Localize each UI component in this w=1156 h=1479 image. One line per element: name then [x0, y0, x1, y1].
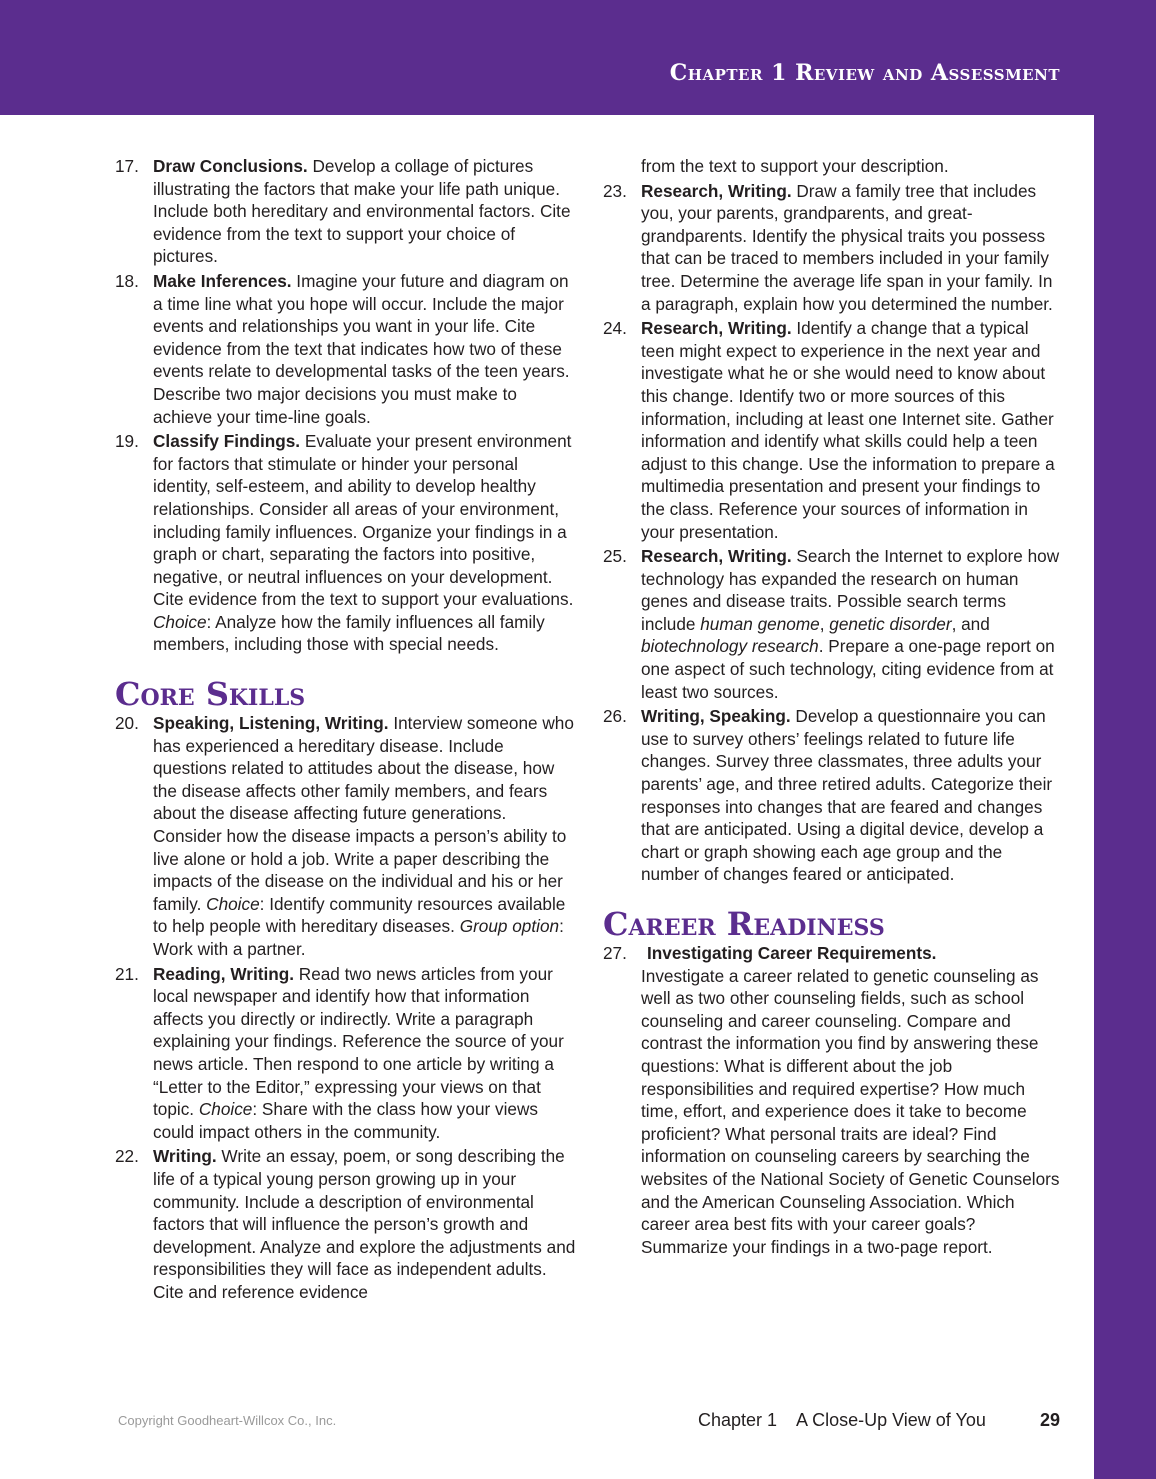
item-number: 18.	[115, 270, 139, 291]
question-22	[115, 1145, 577, 1303]
copyright-notice: Copyright Goodheart-Willcox Co., Inc.	[118, 1413, 337, 1428]
item-lead: Classify Findings.	[153, 431, 301, 452]
item-italic: Choice	[153, 611, 207, 632]
page-title: Chapter 1 Review and Assessment	[669, 60, 1060, 86]
item-text: : Identify community resources available to help people with hereditary diseases.	[153, 893, 566, 937]
section-title-career-readiness: Career Readiness	[603, 905, 885, 943]
item-number: 22.	[115, 1146, 139, 1167]
question-17	[115, 155, 577, 268]
footer-chapter-title: Chapter 1 A Close-Up View of You	[698, 1410, 986, 1430]
item-text: , and	[951, 613, 990, 634]
item-text: Interview someone who has experienced a hereditary disease. Include questions related to attitudes about the disease, how the disease affects other family members, and fears about the disease affecting future generations. Consider how the disease impacts a person’s ability to live alone or hold a job. Write a paper describing the impacts of the disease on the individual and his or her family.	[153, 713, 574, 914]
item-text: Develop a questionnaire you can use to survey others’ feelings related to future life changes. Survey three classmates, three adults your parents’ age, and three retired adults. Categorize their responses into changes that are feared and changes that are anticipated. Using a digital device, develop a chart or graph showing each age group and the number of changes feared or anticipated.	[641, 706, 1053, 885]
page-number: 29	[1040, 1410, 1061, 1430]
item-italic: biotechnology research	[641, 636, 819, 657]
item-lead: Investigating Career Requirements.	[647, 943, 937, 963]
header-band	[0, 0, 1156, 115]
item-number: 21.	[115, 963, 139, 984]
question-19	[115, 430, 577, 656]
left-column	[115, 155, 577, 1306]
item-text: : Work with a partner.	[153, 916, 564, 959]
question-23	[603, 180, 1065, 316]
item-text: . Prepare a one-page report on one aspect of such technology, citing evidence from at least two sources.	[641, 636, 1055, 702]
item-lead: Research, Writing.	[641, 546, 792, 567]
question-21	[115, 963, 577, 1144]
item-lead: Speaking, Listening, Writing.	[153, 713, 389, 734]
item-italic: Choice	[206, 893, 260, 914]
item-text: Read two news articles from your local newspaper and identify how that information affects you directly or indirectly. Write a paragraph explaining your findings. Reference the source of your news article. Then respond to one article by writing a “Letter to the Editor,” expressing your views on that topic.	[153, 963, 564, 1120]
question-26	[603, 705, 1065, 886]
item-text: Draw a family tree that includes you, your parents, grandparents, and great-grandparents. Identify the physical traits you possess that can be traced to members included in your family tree. Determine the average life span in your family. In a paragraph, explain how you determined the number.	[641, 180, 1053, 314]
item-text: Evaluate your present environment for factors that stimulate or hinder your personal identity, self-esteem, and ability to develop healthy relationships. Consider all areas of your environment, including family influences. Organize your findings in a graph or chart, separating the factors into positive, negative, or neutral influences on your development. Cite evidence from the text to support your evaluations.	[153, 431, 574, 610]
item-lead: Writing, Speaking.	[641, 706, 791, 727]
item-number: 19.	[115, 431, 139, 452]
item-number: 25.	[603, 546, 627, 567]
side-tab-band	[1094, 0, 1156, 1479]
question-24	[603, 317, 1065, 543]
right-column	[603, 155, 1065, 1260]
item-text: Write an essay, poem, or song describing the life of a typical young person growing up in your community. Include a description of environmental factors that will influence the person’s growth and development. Analyze and explore the adjustments and responsibilities they will face as independent adults. Cite and reference evidence	[153, 1146, 576, 1302]
item-number: 26.	[603, 706, 627, 727]
item-number: 23.	[603, 180, 627, 201]
question-18	[115, 270, 577, 428]
question-20	[115, 712, 577, 961]
item-text: : Analyze how the family influences all family members, including those with special needs.	[153, 611, 545, 655]
item-text: Identify a change that a typical teen might expect to experience in the next year and investigate what he or she would need to know about this change. Identify two or more sources of this information, including at least one Internet site. Gather information and identify what skills could help a teen adjust to this change. Use the information to prepare a multimedia presentation and present your findings to the class. Reference your sources of information in your presentation.	[641, 318, 1055, 542]
item-italic: human genome	[700, 613, 820, 634]
item-lead: Research, Writing.	[641, 180, 792, 201]
item-lead: Reading, Writing.	[153, 963, 294, 984]
item-lead: Writing.	[153, 1146, 217, 1167]
item-text: Imagine your future and diagram on a time line what you hope will occur. Include the major events and relationships you want in your life. Cite evidence from the text that indicates how two of these events relate to developmental tasks of the teen years. Describe two major decisions you must make to achieve your time-line goals.	[153, 270, 570, 427]
question-22-continuation: from the text to support your description.	[641, 156, 949, 176]
item-text: ,	[819, 613, 830, 634]
item-text: Investigate a career related to genetic counseling as well as two other counseling fields, such as school counseling and career counseling. Compare and contrast the information you find by answering these questions: What is different about the job responsibilities and required expertise? How much time, effort, and experience does it take to become proficient? What personal traits are ideal? Find information on counseling careers by searching the websites of the National Society of Genetic Counselors and the American Counseling Association. Which career area best fits with your career goals? Summarize your findings in a two-page report.	[641, 965, 1060, 1257]
question-27	[603, 942, 1065, 1258]
item-text: Develop a collage of pictures illustrating the factors that make your life path unique. Include both hereditary and environmental factors. Cite evidence from the text to support your choice of pictures.	[153, 156, 571, 267]
item-number: 20.	[115, 713, 139, 734]
item-italic: genetic disorder	[829, 613, 952, 634]
item-lead: Draw Conclusions.	[153, 156, 308, 176]
item-lead: Research, Writing.	[641, 318, 792, 339]
item-italic: Group option	[459, 916, 560, 937]
item-number: 24.	[603, 318, 627, 339]
item-number: 27.	[603, 943, 627, 963]
item-italic: Choice	[198, 1099, 253, 1120]
item-number: 17.	[115, 156, 139, 176]
section-title-core-skills: Core Skills	[115, 675, 306, 714]
item-lead: Make Inferences.	[153, 270, 292, 291]
item-text: : Share with the class how your views could impact others in the community.	[153, 1099, 538, 1142]
item-text: Search the Internet to explore how technology has expanded the research on human genes and disease traits. Possible search terms include	[641, 546, 1060, 634]
question-25	[603, 545, 1065, 703]
